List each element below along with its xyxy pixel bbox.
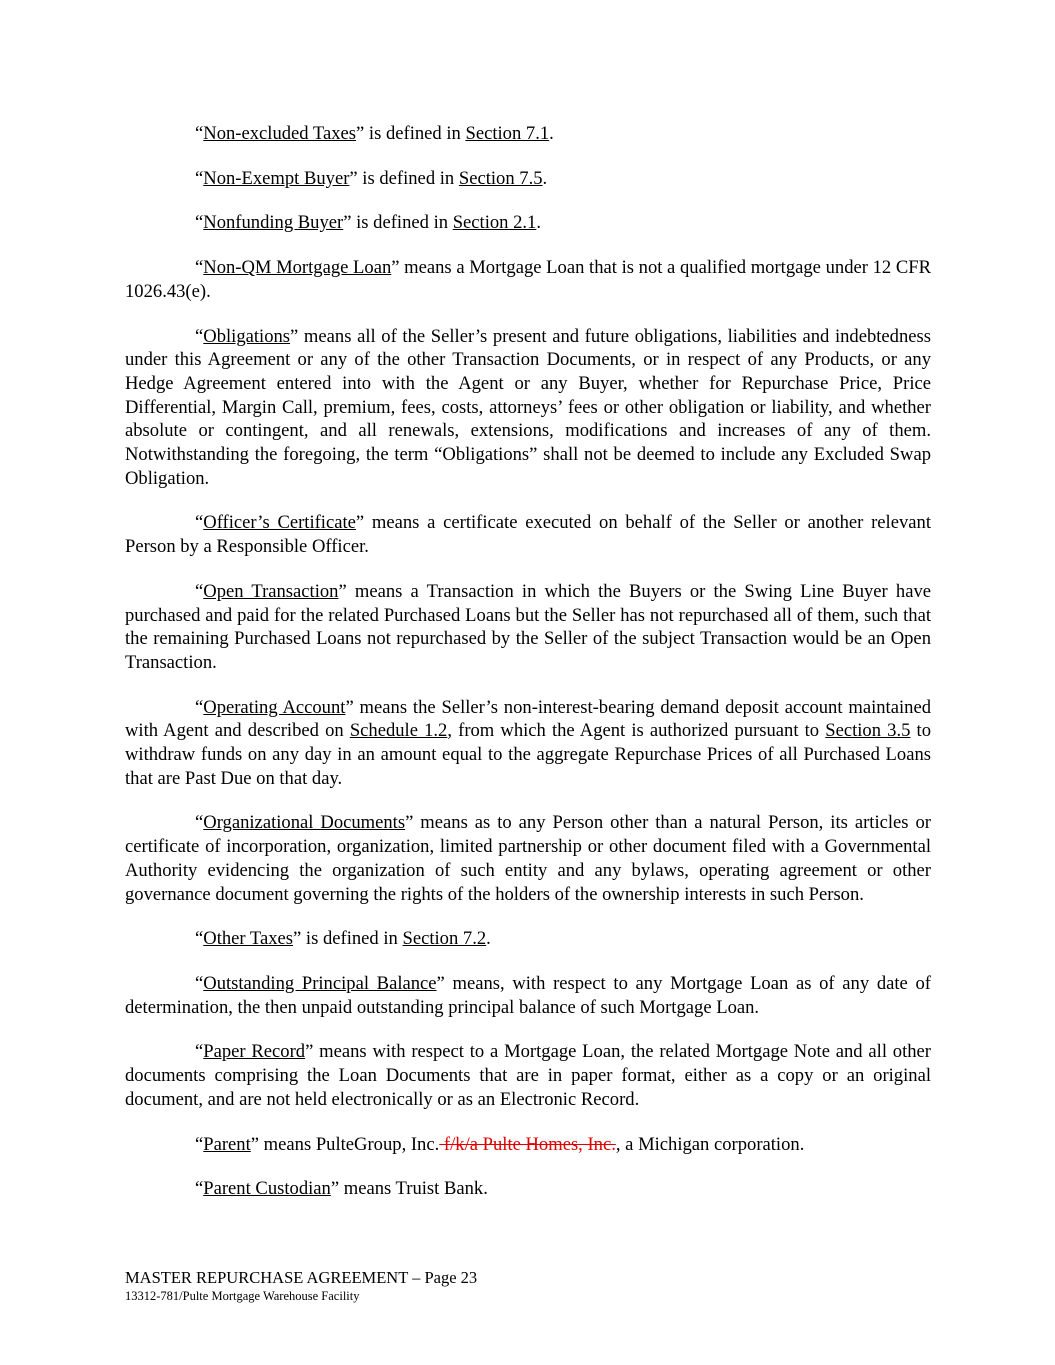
definition-officers-certificate: “Officer’s Certificate” means a certificate executed on behalf of the Seller or another relevant Person by a Responsible Officer. bbox=[125, 512, 931, 558]
section-reference: Section 7.1 bbox=[465, 123, 550, 144]
definition-non-qm-mortgage-loan: “Non-QM Mortgage Loan” means a Mortgage Loan that is not a qualified mortgage under 12 CFR 1026.43(e). bbox=[125, 257, 931, 302]
definition-other-taxes: “Other Taxes” is defined in Section 7.2. bbox=[195, 928, 491, 950]
defined-term: Organizational Documents bbox=[203, 812, 406, 834]
defined-term: Parent Custodian bbox=[203, 1178, 331, 1200]
schedule-reference: Schedule 1.2 bbox=[349, 720, 448, 742]
definition-parent: “Parent” means PulteGroup, Inc. f/k/a Pulte Homes, Inc., a Michigan corporation. bbox=[195, 1133, 805, 1155]
page-footer bbox=[125, 1268, 477, 1304]
definition-outstanding-principal-balance: “Outstanding Principal Balance” means, with respect to any Mortgage Loan as of any date of determination, the then unpaid outstanding principal balance of such Mortgage Loan. bbox=[125, 972, 931, 1018]
defined-term: Open Transaction bbox=[203, 580, 339, 602]
defined-term: Nonfunding Buyer bbox=[203, 212, 344, 234]
section-reference: Section 3.5 bbox=[825, 720, 911, 742]
footer-docref: 13312-781/Pulte Mortgage Warehouse Facility bbox=[125, 1289, 360, 1303]
defined-term: Other Taxes bbox=[203, 928, 294, 950]
definition-open-transaction: “Open Transaction” means a Transaction in which the Buyers or the Swing Line Buyer have purchased and paid for the related Purchased Loans but the Seller has not repurchased all of them, such that the remaining Purchased Loans not repurchased by the Seller of the subject Transaction would be an Open Transaction. bbox=[125, 580, 931, 673]
definition-obligations: “Obligations” means all of the Seller’s present and future obligations, liabilities and indebtedness under this Agreement or any of the other Transaction Documents, or in respect of any Products, or any Hedge Agreement entered into with the Agent or any Buyer, whether for Repurchase Price, Price Differential, Margin Call, premium, fees, costs, attorneys’ fees or other obligation or liability, and whether absolute or contingent, and all renewals, extensions, modifications and increases of any of them. Notwithstanding the foregoing, the term “Obligations” shall not be deemed to include any Excluded Swap Obligation. bbox=[125, 325, 931, 489]
defined-term: Non-excluded Taxes bbox=[203, 123, 357, 144]
definition-non-excluded-taxes: “Non-excluded Taxes” is defined in Section 7.1. bbox=[195, 123, 554, 144]
defined-term: Outstanding Principal Balance bbox=[203, 972, 437, 994]
defined-term: Paper Record bbox=[203, 1041, 306, 1063]
section-reference: Section 7.2 bbox=[402, 928, 487, 950]
document-body bbox=[125, 122, 931, 1222]
definition-non-exempt-buyer: “Non-Exempt Buyer” is defined in Section 7.5. bbox=[195, 167, 548, 189]
footer-title: MASTER REPURCHASE AGREEMENT – Page 23 bbox=[125, 1268, 478, 1287]
section-reference: Section 7.5 bbox=[458, 167, 543, 189]
defined-term: Non-Exempt Buyer bbox=[203, 167, 350, 189]
defined-term: Operating Account bbox=[203, 696, 346, 718]
defined-term: Obligations bbox=[203, 325, 291, 347]
defined-term: Non-QM Mortgage Loan bbox=[203, 257, 392, 279]
definition-operating-account: “Operating Account” means the Seller’s non-interest-bearing demand deposit account maintained with Agent and described on Schedule 1.2, from which the Agent is authorized pursuant to Section 3.5 to withdraw funds on any day in an amount equal to the aggregate Repurchase Prices of all Purchased Loans that are Past Due on that day. bbox=[125, 696, 931, 789]
definition-nonfunding-buyer: “Nonfunding Buyer” is defined in Section 2.1. bbox=[195, 212, 542, 234]
definition-organizational-documents: “Organizational Documents” means as to any Person other than a natural Person, its articles or certificate of incorporation, organization, limited partnership or other document filed with a Governmental Authority evidencing the organization of such entity and any bylaws, operating agreement or other governance document governing the rights of the holders of the ownership interests in such Person. bbox=[125, 812, 931, 905]
defined-term: Parent bbox=[203, 1133, 251, 1155]
section-reference: Section 2.1 bbox=[452, 212, 537, 234]
defined-term: Officer’s Certificate bbox=[203, 512, 356, 534]
definition-parent-custodian: “Parent Custodian” means Truist Bank. bbox=[195, 1178, 488, 1200]
struck-text-deletion: f/k/a Pulte Homes, Inc. bbox=[439, 1133, 616, 1155]
definition-paper-record: “Paper Record” means with respect to a Mortgage Loan, the related Mortgage Note and all other documents comprising the Loan Documents that are in paper format, either as a copy or an original document, and are not held electronically or as an Electronic Record. bbox=[125, 1041, 931, 1110]
